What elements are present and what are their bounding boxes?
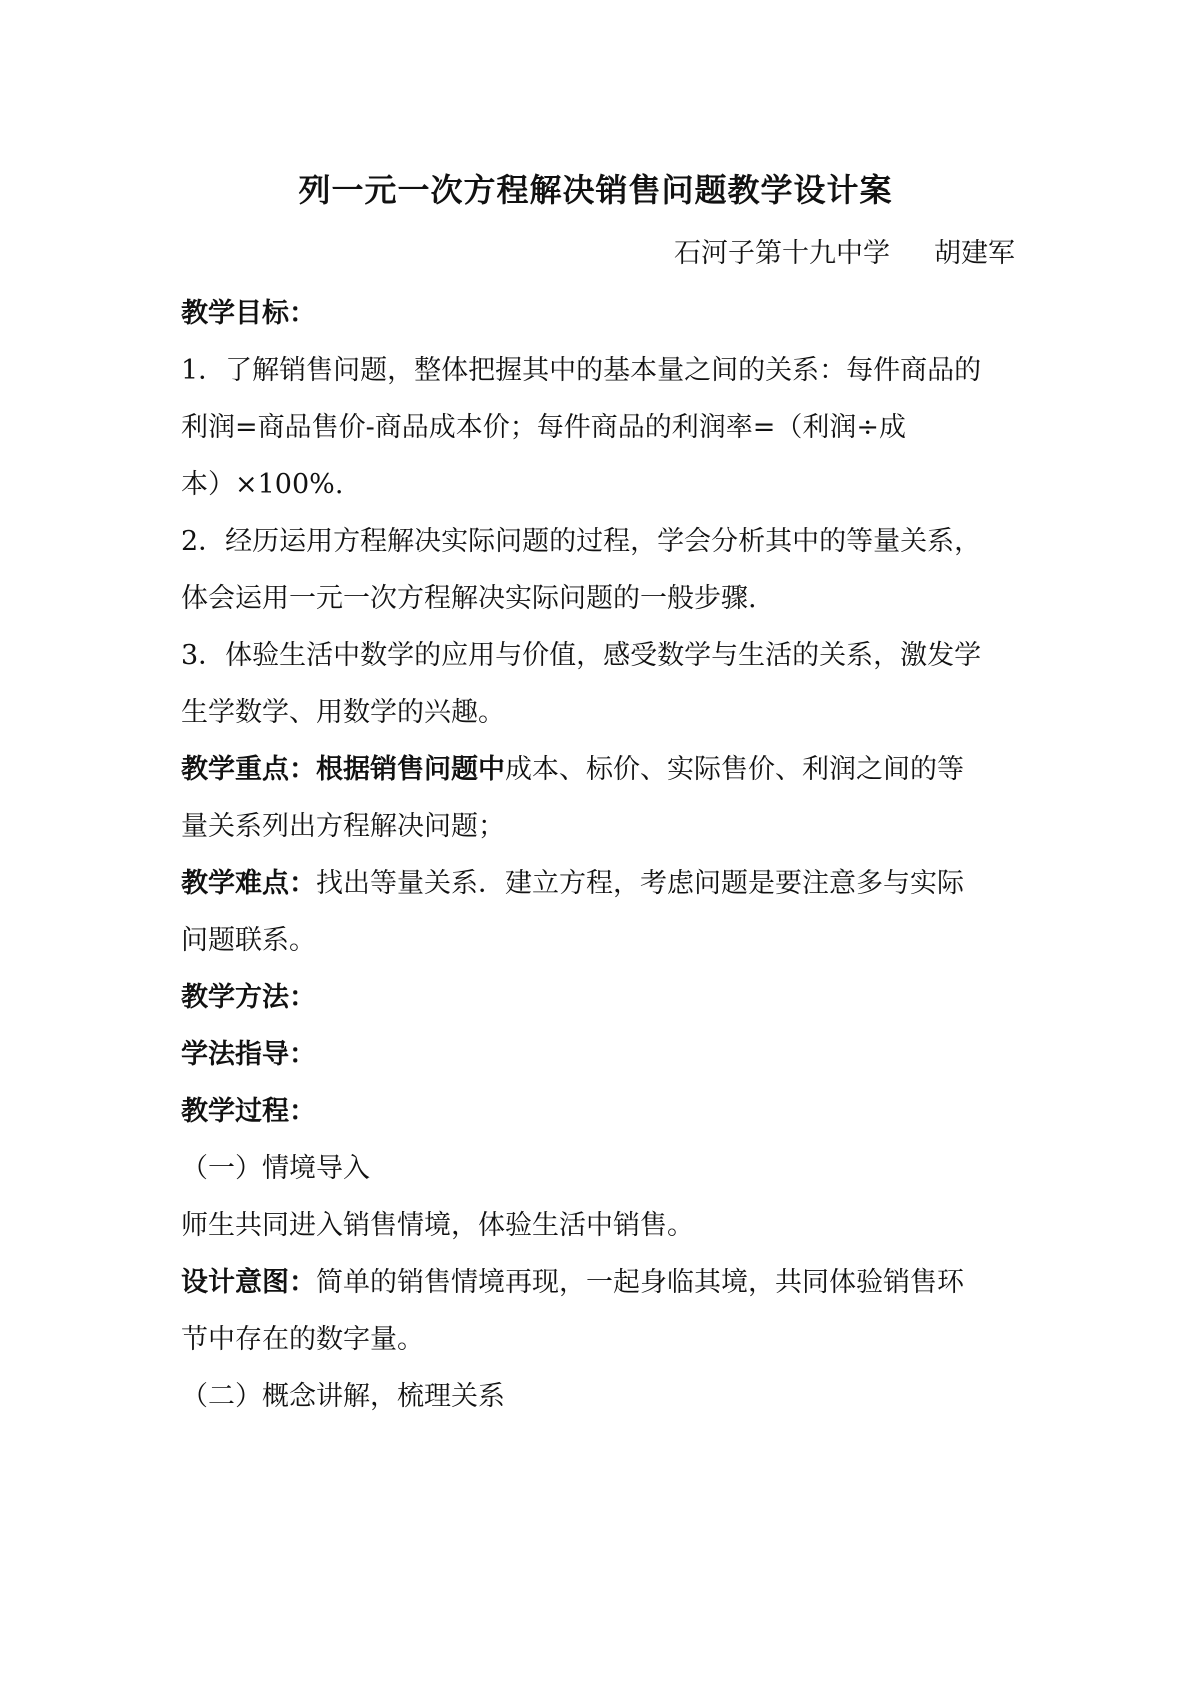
paragraph-line: 问题联系。 <box>181 925 316 956</box>
author-school: 石河子第十九中学 <box>674 238 890 269</box>
author-name: 胡建军 <box>934 238 1015 269</box>
paragraph-line: 利润=商品售价-商品成本价；每件商品的利润率=（利润÷成 <box>181 412 906 443</box>
paragraph-line: 3．体验生活中数学的应用与价值，感受数学与生活的关系，激发学 <box>181 640 982 671</box>
section-heading-design-intent: 设计意图：简单的销售情境再现，一起身临其境，共同体验销售环 <box>181 1267 964 1298</box>
section-heading-key-points: 教学重点：根据销售问题中成本、标价、实际售价、利润之间的等 <box>181 754 964 785</box>
paragraph-line: 体会运用一元一次方程解决实际问题的一般步骤. <box>181 583 757 614</box>
section-heading-difficulties: 教学难点：找出等量关系．建立方程，考虑问题是要注意多与实际 <box>181 868 964 899</box>
paragraph-line: 1．了解销售问题，整体把握其中的基本量之间的关系：每件商品的 <box>181 355 982 386</box>
paragraph-line: 生学数学、用数学的兴趣。 <box>181 697 505 728</box>
paragraph-line: 本）×100%. <box>181 469 344 500</box>
section-heading-goals: 教学目标： <box>181 298 316 329</box>
paragraph-line: 量关系列出方程解决问题； <box>181 811 505 842</box>
paragraph-line: 2．经历运用方程解决实际问题的过程，学会分析其中的等量关系， <box>181 526 982 557</box>
paragraph-line: 节中存在的数字量。 <box>181 1324 424 1355</box>
subsection-heading: （二）概念讲解，梳理关系 <box>181 1381 505 1412</box>
paragraph-line: 师生共同进入销售情境，体验生活中销售。 <box>181 1210 694 1241</box>
section-heading-guidance: 学法指导： <box>181 1039 316 1070</box>
subsection-heading: （一）情境导入 <box>181 1153 370 1184</box>
section-heading-process: 教学过程： <box>181 1096 316 1127</box>
author-line <box>674 234 1015 274</box>
section-heading-methods: 教学方法： <box>181 982 316 1013</box>
document-title: 列一元一次方程解决销售问题教学设计案 <box>298 171 893 209</box>
